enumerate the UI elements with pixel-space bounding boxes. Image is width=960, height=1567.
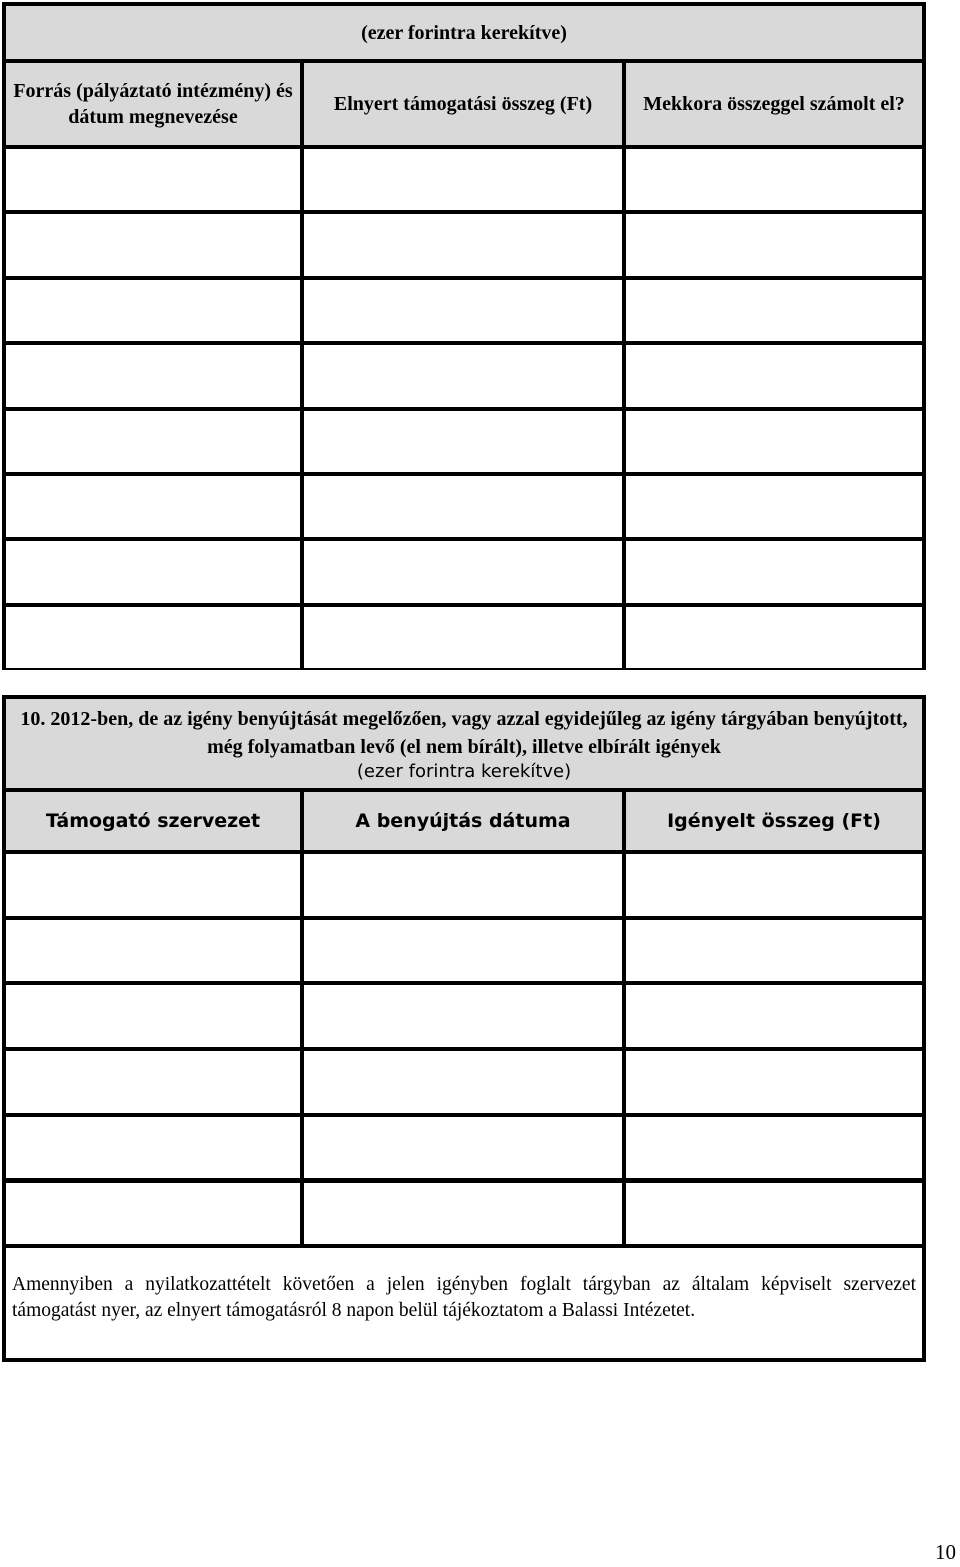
requests-table-title [6,699,922,788]
grant-table-cell-2-a[interactable] [6,214,300,275]
requests-table-cell-6-c[interactable] [626,1183,922,1245]
column-header-source: Forrás (pályáztató intézmény) és dátum megnevezése [6,63,300,145]
requests-table [2,695,926,1362]
requests-table-cell-6-a[interactable] [6,1183,300,1245]
grant-table-cell-3-b[interactable] [304,280,622,341]
grant-table-cell-8-a[interactable] [6,607,300,668]
grant-table-cell-4-a[interactable] [6,345,300,406]
grant-table-cell-6-a[interactable] [6,476,300,537]
grant-table-cell-8-b[interactable] [304,607,622,668]
grant-table [2,2,926,670]
requests-table-cell-3-a[interactable] [6,985,300,1047]
requests-table-cell-2-c[interactable] [626,920,922,982]
grant-table-cell-5-c[interactable] [626,411,922,472]
requests-table-cell-1-a[interactable] [6,854,300,916]
grant-table-cell-4-b[interactable] [304,345,622,406]
requests-table-cell-2-a[interactable] [6,920,300,982]
requests-table-cell-4-a[interactable] [6,1051,300,1113]
grant-table-cell-8-c[interactable] [626,607,922,668]
grant-table-caption: (ezer forintra kerekítve) [6,6,922,59]
requests-table-cell-4-b[interactable] [304,1051,622,1113]
grant-table-cell-3-c[interactable] [626,280,922,341]
grant-table-cell-5-a[interactable] [6,411,300,472]
grant-table-cell-5-b[interactable] [304,411,622,472]
grant-table-cell-1-a[interactable] [6,149,300,210]
requests-table-cell-2-b[interactable] [304,920,622,982]
requests-table-cell-5-c[interactable] [626,1117,922,1179]
grant-table-cell-1-b[interactable] [304,149,622,210]
requests-table-cell-4-c[interactable] [626,1051,922,1113]
grant-table-cell-7-c[interactable] [626,541,922,602]
requests-table-cell-1-b[interactable] [304,854,622,916]
requests-table-cell-5-b[interactable] [304,1117,622,1179]
column-header-submission-date: A benyújtás dátuma [304,792,622,850]
grant-table-cell-3-a[interactable] [6,280,300,341]
requests-table-cell-6-b[interactable] [304,1183,622,1245]
requests-table-note: (ezer forintra kerekítve) [356,760,572,782]
column-header-accounted-amount: Mekkora összeggel számolt el? [626,63,922,145]
page-number: 10 [935,1540,956,1564]
grant-table-cell-7-b[interactable] [304,541,622,602]
column-header-supporter: Támogató szervezet [6,792,300,850]
requests-table-cell-5-a[interactable] [6,1117,300,1179]
requests-table-cell-1-c[interactable] [626,854,922,916]
column-header-won-amount: Elnyert támogatási összeg (Ft) [304,63,622,145]
requests-table-cell-3-c[interactable] [626,985,922,1047]
grant-table-cell-6-c[interactable] [626,476,922,537]
column-header-requested-amount: Igényelt összeg (Ft) [626,792,922,850]
grant-table-cell-2-b[interactable] [304,214,622,275]
statement-text: Amennyiben a nyilatkozattételt követően a jelen igényben foglalt tárgyban az általam képviselt szervezet támogatást nyer, az elnyert támogatásról 8 napon belül tájékoztatom a Balassi Intézetet. [12,1274,916,1321]
statement-cell [6,1248,922,1358]
grant-table-cell-6-b[interactable] [304,476,622,537]
grant-table-cell-1-c[interactable] [626,149,922,210]
grant-table-cell-2-c[interactable] [626,214,922,275]
grant-table-cell-7-a[interactable] [6,541,300,602]
grant-table-cell-4-c[interactable] [626,345,922,406]
requests-table-cell-3-b[interactable] [304,985,622,1047]
requests-table-title-text: 10. 2012-ben, de az igény benyújtását megelőzően, vagy azzal egyidejűleg az igény tárgyában benyújtott, még folyamatban levő (el nem bírált), illetve elbírált igények [20,707,908,758]
